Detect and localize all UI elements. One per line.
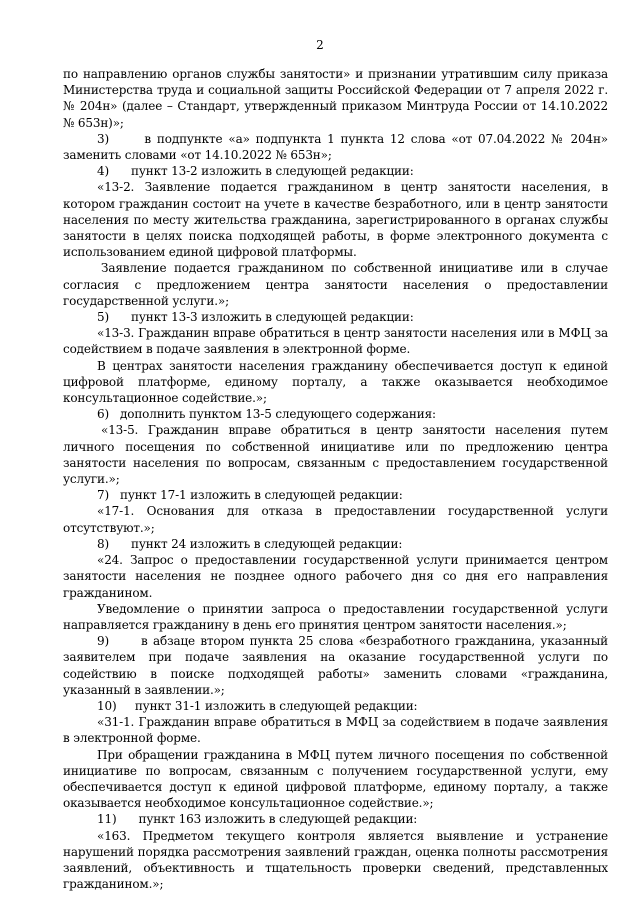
paragraph: 4) пункт 13-2 изложить в следующей редакции: <box>97 164 414 179</box>
paragraph: по направлению органов службы занятости» и признании утратившим силу приказа Министерства труда и социальной защиты Российской Федерации от 7 апреля 2022 г. № 204н» (далее – Стандарт, утвержденный приказом Минтруда России от 14.10.2022 № 653н)»; <box>63 67 608 130</box>
paragraph: 3) в подпункте «а» подпункта 1 пункта 12 слова «от 07.04.2022 № 204н» заменить словами «от 14.10.2022 № 653н»; <box>63 131 608 163</box>
paragraph: 6) дополнить пунктом 13-5 следующего содержания: <box>97 407 436 422</box>
paragraph: 5) пункт 13-3 изложить в следующей редакции: <box>97 310 414 325</box>
paragraph: «13-2. Заявление подается гражданином в центр занятости населения, в котором гражданин состоит на учете в качестве безработного, или в центр занятости населения по месту жительства гражданина, зарегистрированного в органах службы занятости в целях поиска подходящей работы, в форме электронного документа с использованием единой цифровой платформы. <box>63 180 608 260</box>
paragraph: 8) пункт 24 изложить в следующей редакции: <box>97 536 403 551</box>
paragraph: «163. Предметом текущего контроля является выявление и устранение нарушений порядка рассмотрения заявлений граждан, оценка полноты рассмотрения заявлений, объективность и тщательность проверки сведений, представленных гражданином.»; <box>63 828 608 892</box>
paragraph: 11) пункт 163 изложить в следующей редакции: <box>97 812 418 827</box>
page-number: 2 <box>316 38 324 52</box>
paragraph: «13-3. Гражданин вправе обратиться в центр занятости населения или в МФЦ за содействием в подаче заявления в электронной форме. <box>63 326 608 357</box>
paragraph: «17-1. Основания для отказа в предоставлении государственной услуги отсутствуют.»; <box>63 504 608 535</box>
document-body <box>63 66 608 892</box>
paragraph: В центрах занятости населения гражданину обеспечивается доступ к единой цифровой платформе, единому порталу, а также оказывается необходимое консультационное содействие.»; <box>63 358 608 406</box>
paragraph: «13-5. Гражданин вправе обратиться в центр занятости населения путем личного посещения по собственной инициативе или по предложению центра занятости населения по вопросам, связанным с предоставлением государственной услуги.»; <box>63 423 608 487</box>
paragraph: 9) в абзаце втором пункта 25 слова «безработного гражданина, указанный заявителем при подаче заявления на оказание государственной услуги по содействию в поиске подходящей работы» заменить словами «гражданина, указанный в заявлении.»; <box>63 634 608 697</box>
paragraph: 10) пункт 31-1 изложить в следующей редакции: <box>97 698 418 713</box>
paragraph: При обращении гражданина в МФЦ путем личного посещения по собственной инициативе по вопросам, связанным с получением государственной услуги, ему обеспечивается доступ к единой цифровой платформе, единому порталу, а также оказывается необходимое консультационное содействие.»; <box>63 747 608 811</box>
paragraph: 7) пункт 17-1 изложить в следующей редакции: <box>97 488 403 503</box>
paragraph: Заявление подается гражданином по собственной инициативе или в случае согласия с предложением центра занятости населения о предоставлении государственной услуги.»; <box>63 261 608 308</box>
paragraph: Уведомление о принятии запроса о предоставлении государственной услуги направляется гражданину в день его принятия центром занятости населения.»; <box>63 601 608 632</box>
paragraph: «24. Запрос о предоставлении государственной услуги принимается центром занятости населения не позднее одного рабочего дня со дня его направления гражданином. <box>63 553 608 600</box>
paragraph: «31-1. Гражданин вправе обратиться в МФЦ за содействием в подаче заявления в электронной форме. <box>63 715 608 746</box>
